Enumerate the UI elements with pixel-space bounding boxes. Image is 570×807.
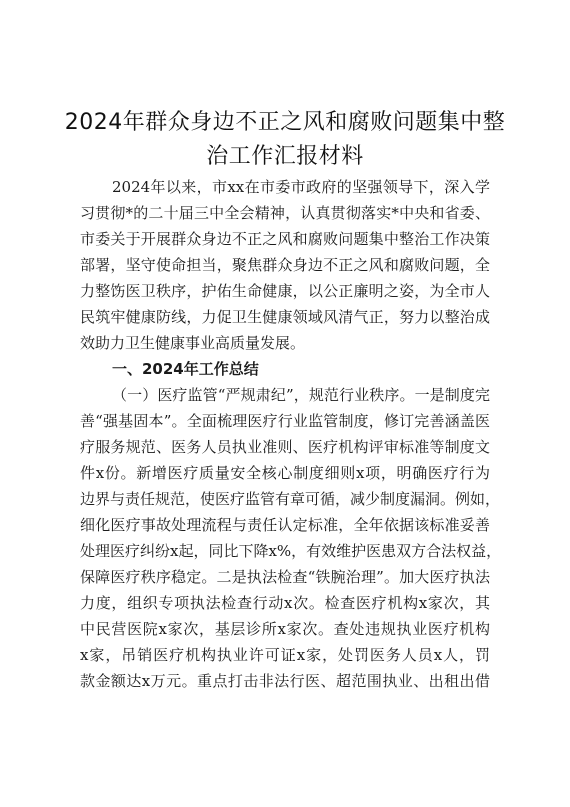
intro-paragraph-line: 2024年以来，市xx在市委市政府的坚强领导下，深入学 <box>112 178 490 196</box>
intro-paragraph-line: 市委关于开展群众身边不正之风和腐败问题集中整治工作决策 <box>80 230 490 248</box>
intro-paragraph-line: 习贯彻*的二十届三中全会精神，认真贯彻落实*中央和省委、 <box>80 204 490 222</box>
document-title-line-1: 2024年群众身边不正之风和腐败问题集中整 <box>64 110 506 135</box>
body-paragraph-line: 中民营医院x家次，基层诊所x家次。查处违规执业医疗机构 <box>80 620 490 638</box>
body-paragraph-line: 款金额达x万元。重点打击非法行医、超范围执业、出租出借 <box>80 672 490 690</box>
body-paragraph-line: 细化医疗事故处理流程与责任认定标准，全年依据该标准妥善 <box>80 516 490 534</box>
intro-paragraph-line: 力整饬医卫秩序，护佑生命健康，以公正廉明之姿，为全市人 <box>80 282 490 300</box>
intro-paragraph-line: 民筑牢健康防线，力促卫生健康领域风清气正，努力以整治成 <box>80 308 490 326</box>
body-paragraph-line: 力度，组织专项执法检查行动x次。检查医疗机构x家次，其 <box>80 594 490 612</box>
body-paragraph-line: x家，吊销医疗机构执业许可证x家，处罚医务人员x人，罚 <box>80 646 490 664</box>
intro-paragraph-line: 效助力卫生健康事业高质量发展。 <box>80 334 306 352</box>
body-paragraph-line: 边界与责任规范，使医疗监管有章可循，减少制度漏洞。例如， <box>80 490 501 508</box>
section-heading: 一、2024年工作总结 <box>112 360 259 378</box>
document-title-line-2: 治工作汇报材料 <box>206 144 364 169</box>
body-paragraph-line: 保障医疗秩序稳定。二是执法检查“铁腕治理”。加大医疗执法 <box>80 568 490 586</box>
body-paragraph-line: 疗服务规范、医务人员执业准则、医疗机构评审标准等制度文 <box>80 438 490 456</box>
body-paragraph-line: 件x份。新增医疗质量安全核心制度细则x项，明确医疗行为 <box>80 464 490 482</box>
body-paragraph-line: 善“强基固本”。全面梳理医疗行业监管制度，修订完善涵盖医 <box>80 412 490 430</box>
body-paragraph-line: 处理医疗纠纷x起，同比下降x%，有效维护医患双方合法权益， <box>80 542 502 560</box>
intro-paragraph-line: 部署，坚守使命担当，聚焦群众身边不正之风和腐败问题，全 <box>80 256 490 274</box>
body-paragraph-line: （一）医疗监管“严规肃纪”，规范行业秩序。一是制度完 <box>112 386 490 404</box>
